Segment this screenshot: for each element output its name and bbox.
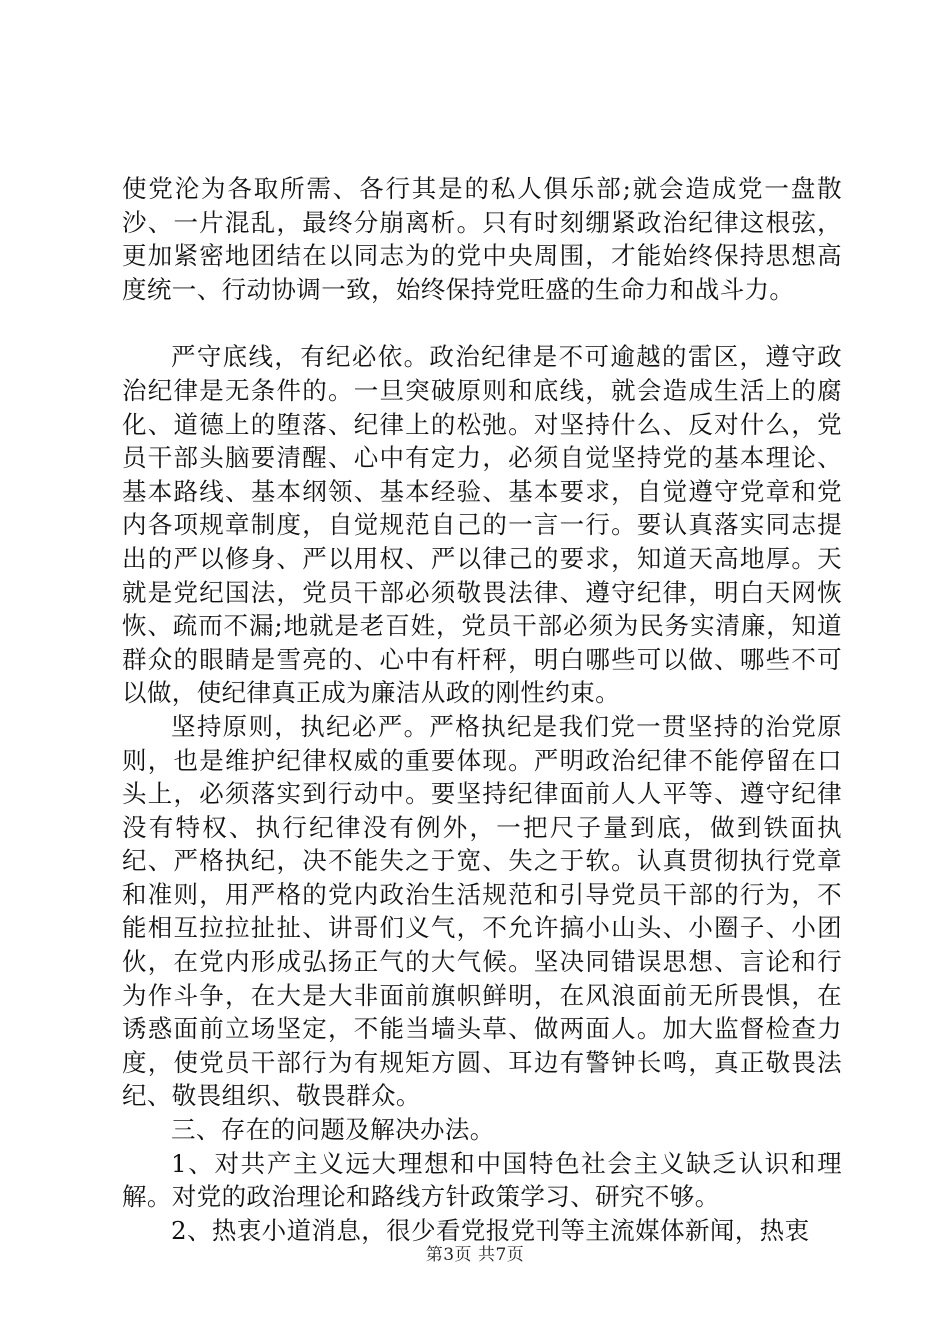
section-heading-problems: 三、存在的问题及解决办法。	[171, 1115, 495, 1145]
paragraph-continuation: 使党沦为各取所需、各行其是的私人俱乐部;就会造成党一盘散沙、一片混乱，最终分崩离析。只有时刻绷紧政治纪律这根弦，更加紧密地团结在以同志为的党中央周围，才能始终保持思想高度统一、行动协调一致，始终保持党旺盛的生命力和战斗力。	[122, 174, 842, 304]
paragraph-strict-discipline: 坚持原则，执纪必严。严格执纪是我们党一贯坚持的治党原则，也是维护纪律权威的重要体现。严明政治纪律不能停留在口头上，必须落实到行动中。要坚持纪律面前人人平等、遵守纪律没有特权、执行纪律没有例外，一把尺子量到底，做到铁面执纪、严格执纪，决不能失之于宽、失之于软。认真贯彻执行党章和准则，用严格的党内政治生活规范和引导党员干部的行为，不能相互拉拉扯扯、讲哥们义气，不允许搞小山头、小圈子、小团伙，在党内形成弘扬正气的大气候。坚决同错误思想、言论和行为作斗争，在大是大非面前旗帜鲜明，在风浪面前无所畏惧，在诱惑面前立场坚定，不能当墙头草、做两面人。加大监督检查力度，使党员干部行为有规矩方圆、耳边有警钟长鸣，真正敬畏法纪、敬畏组织、敬畏群众。	[122, 711, 842, 1111]
paragraph-spacer	[122, 306, 842, 340]
list-item-2: 2、热衷小道消息，很少看党报党刊等主流媒体新闻，热衷	[171, 1215, 810, 1245]
paragraph-bottom-line: 严守底线，有纪必依。政治纪律是不可逾越的雷区，遵守政治纪律是无条件的。一旦突破原则和底线，就会造成生活上的腐化、道德上的堕落、纪律上的松弛。对坚持什么、反对什么，党员干部头脑要清醒、心中有定力，必须自觉坚持党的基本理论、基本路线、基本纲领、基本经验、基本要求，自觉遵守党章和党内各项规章制度，自觉规范自己的一言一行。要认真落实同志提出的严以修身、严以用权、严以律己的要求，知道天高地厚。天就是党纪国法，党员干部必须敬畏法律、遵守纪律，明白天网恢恢、疏而不漏;地就是老百姓，党员干部必须为民务实清廉，知道群众的眼睛是雪亮的、心中有杆秤，明白哪些可以做、哪些不可以做，使纪律真正成为廉洁从政的刚性约束。	[122, 342, 842, 708]
list-item-1: 1、对共产主义远大理想和中国特色社会主义缺乏认识和理解。对党的政治理论和路线方针政策学习、研究不够。	[122, 1148, 842, 1212]
document-body	[122, 172, 842, 1247]
page-number-footer: 第3页 共7页	[425, 1245, 525, 1265]
